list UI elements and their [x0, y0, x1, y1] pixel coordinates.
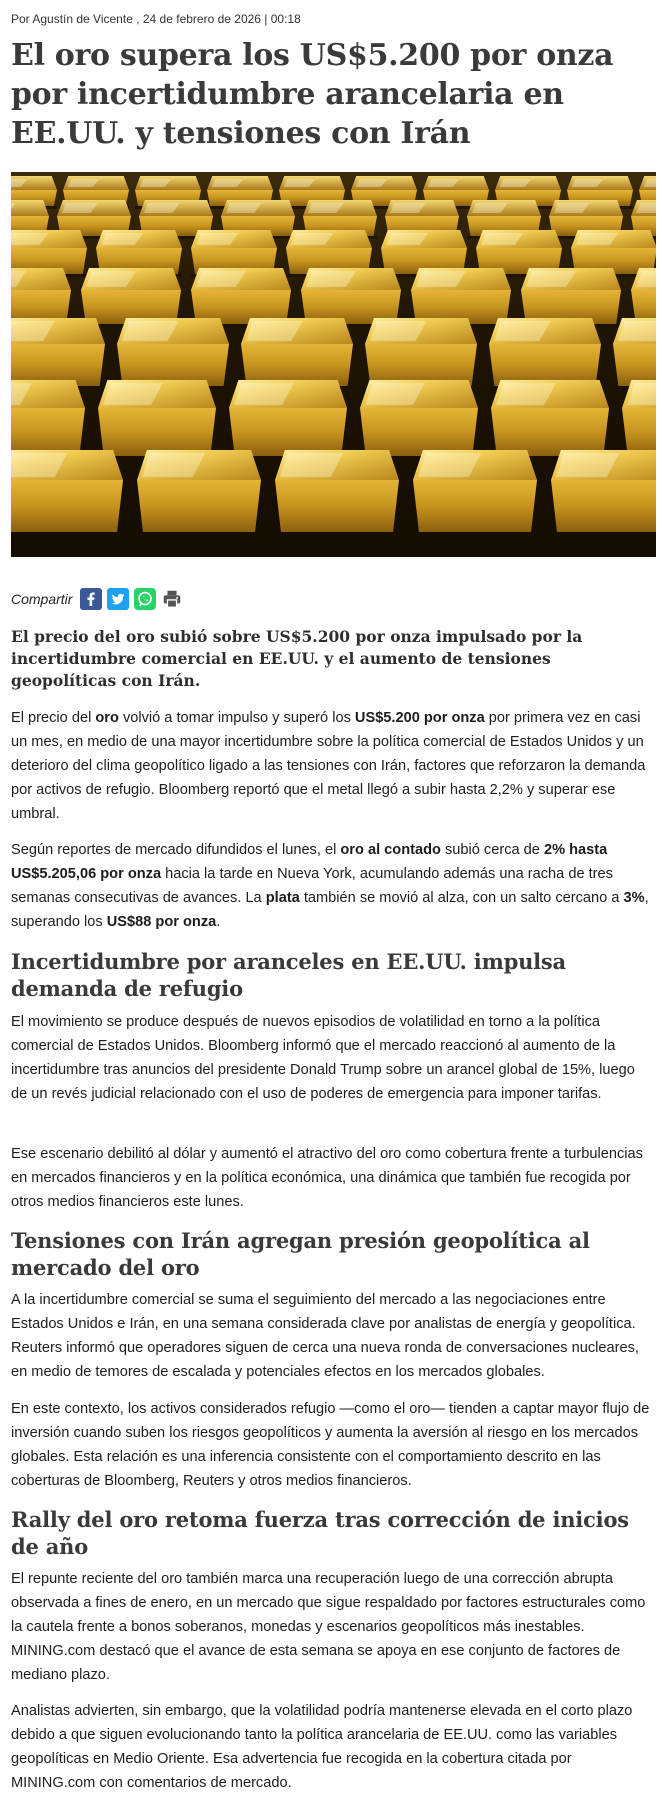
- paragraph-6: En este contexto, los activos considerados refugio —como el oro— tienden a captar mayor flujo de inversión cuando suben los riesgos geopolíticos y aumenta la aversión al riesgo en los mercados globales. Esta relación es una inferencia consistente con el comportamiento descrito en las coberturas de Bloomberg, Reuters y otros medios financieros.: [11, 1401, 650, 1489]
- gold-bar-front: [229, 408, 347, 456]
- facebook-icon: [80, 588, 102, 610]
- byline: Por Agustín de Vicente , 24 de febrero de 2026 | 00:18: [11, 12, 301, 26]
- gold-bar-front: [489, 344, 601, 386]
- gold-bar-front: [275, 480, 399, 532]
- gold-bar-shadow: [551, 532, 656, 535]
- share-bar: [11, 586, 188, 612]
- article-lead: El precio del oro subió sobre US$5.200 por onza impulsado por la incertidumbre comercial en EE.UU. y el aumento de tensiones geopolíticas con Irán.: [11, 627, 583, 690]
- gold-bars-illustration: [11, 172, 656, 557]
- gold-bar-shadow: [11, 532, 123, 535]
- twitter-share-button[interactable]: [107, 588, 129, 610]
- gold-bar-shadow: [413, 532, 537, 535]
- gold-bar-front: [413, 480, 537, 532]
- gold-bar-front: [11, 480, 123, 532]
- section-heading-rally: Rally del oro retoma fuerza tras corrección de inicios de año: [11, 1507, 629, 1559]
- print-button[interactable]: [161, 588, 183, 610]
- gold-bar-front: [613, 344, 656, 386]
- paragraph-3: El movimiento se produce después de nuevos episodios de volatilidad en torno a la política comercial de Estados Unidos. Bloomberg informó que el mercado reaccionó al aumento de la incertidumbre tras anuncios del presidente Donald Trump sobre un arancel global de 15%, luego de un revés judicial relacionado con el uso de poderes de emergencia para imponer tarifas.: [11, 1014, 635, 1102]
- paragraph-8: Analistas advierten, sin embargo, que la volatilidad podría mantenerse elevada en el corto plazo debido a que siguen evolucionando tanto la política arancelaria de EE.UU. como las variables geopolíticas en Medio Oriente. Esa advertencia fue recogida en la cobertura citada por MINING.com con comentarios de mercado.: [11, 1703, 633, 1791]
- whatsapp-share-button[interactable]: [134, 588, 156, 610]
- gold-bar-front: [491, 408, 609, 456]
- whatsapp-icon: [134, 588, 156, 610]
- gold-bar-front: [551, 480, 656, 532]
- gold-bar-front: [11, 408, 85, 456]
- print-icon: [161, 587, 183, 611]
- gold-bar-front: [622, 408, 656, 456]
- hero-image-gold-bars: [11, 172, 656, 557]
- facebook-share-button[interactable]: [80, 588, 102, 610]
- paragraph-2: Según reportes de mercado difundidos el lunes, el oro al contado subió cerca de 2% hasta US$5.205,06 por onza hacia la tarde en Nueva York, acumulando además una racha de tres semanas consecutivas de avances. La plata también se movió al alza, con un salto cercano a 3%, superando los US$88 por onza.: [11, 842, 649, 930]
- gold-bar-front: [365, 344, 477, 386]
- gold-bar-front: [360, 408, 478, 456]
- paragraph-5: A la incertidumbre comercial se suma el seguimiento del mercado a las negociaciones entre Estados Unidos e Irán, en una semana considerada clave por analistas de energía y geopolítica. Reuters informó que operadores siguen de cerca una nueva ronda de conversaciones nucleares, en medio de temores de escalada y potenciales efectos en los mercados globales.: [11, 1292, 639, 1380]
- gold-bar-shadow: [275, 532, 399, 535]
- gold-bar-front: [98, 408, 216, 456]
- article-title: El oro supera los US$5.200 por onza por incertidumbre arancelaria en EE.UU. y tensiones con Irán: [11, 38, 614, 151]
- share-label: Compartir: [11, 591, 73, 607]
- gold-bar-front: [241, 344, 353, 386]
- gold-bar-front: [117, 344, 229, 386]
- paragraph-4: Ese escenario debilitó al dólar y aumentó el atractivo del oro como cobertura frente a turbulencias en mercados financieros y en la política económica, una dinámica que también fue recogida por otros medios financieros este lunes.: [11, 1146, 643, 1210]
- gold-bar-top: [11, 200, 49, 216]
- gold-bar-front: [137, 480, 261, 532]
- section-heading-aranceles: Incertidumbre por aranceles en EE.UU. impulsa demanda de refugio: [11, 949, 566, 1001]
- paragraph-1: El precio del oro volvió a tomar impulso y superó los US$5.200 por onza por primera vez en casi un mes, en medio de una mayor incertidumbre sobre la política comercial de Estados Unidos y un deterioro del clima geopolítico ligado a las tensiones con Irán, factores que reforzaron la demanda por activos de refugio. Bloomberg reportó que el metal llegó a subir hasta 2,2% y superar ese umbral.: [11, 710, 646, 822]
- paragraph-7: El repunte reciente del oro también marca una recuperación luego de una corrección abrupta observada a fines de enero, en un mercado que sigue respaldado por factores estructurales como la cautela frente a bonos soberanos, monedas y escenarios geopolíticos más inestables. MINING.com destacó que el avance de esta semana se apoya en ese conjunto de factores de mediano plazo.: [11, 1571, 646, 1683]
- gold-bar-shadow: [137, 532, 261, 535]
- section-heading-iran: Tensiones con Irán agregan presión geopolítica al mercado del oro: [11, 1228, 590, 1280]
- twitter-icon: [107, 588, 129, 610]
- gold-bar-front: [11, 344, 105, 386]
